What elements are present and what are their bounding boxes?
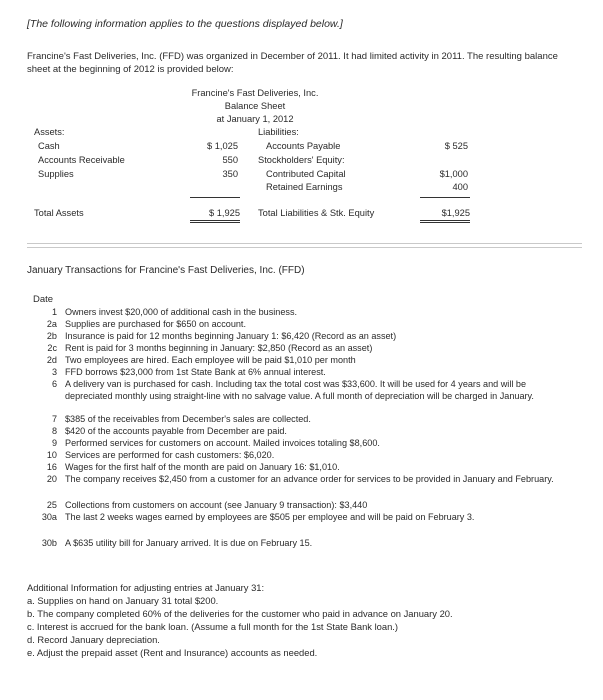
total-liab-label: Total Liabilities & Stk. Equity (258, 208, 375, 218)
cc-label: Contributed Capital (266, 169, 346, 179)
date-header: Date (33, 294, 54, 305)
ap-label: Accounts Payable (266, 141, 341, 151)
additional-item: a. Supplies on hand on January 31 total $200. (27, 595, 219, 606)
additional-item: d. Record January depreciation. (27, 634, 160, 645)
ap-value: $ 525 (444, 141, 468, 151)
asset-label-supplies: Supplies (38, 169, 74, 179)
additional-item: e. Adjust the prepaid asset (Rent and Insurance) accounts as needed. (27, 647, 318, 658)
intro-note: [The following information applies to the questions displayed below.] (27, 18, 343, 30)
additional-item: b. The company completed 60% of the deliveries for the customer who paid in advance on January 20. (27, 608, 453, 619)
transactions-title: January Transactions for Francine's Fast Deliveries, Inc. (FFD) (27, 265, 305, 276)
asset-label-ar: Accounts Receivable (38, 155, 125, 165)
asset-value-ar: 550 (222, 155, 238, 165)
total-assets-label: Total Assets (34, 208, 84, 218)
assets-header: Assets: (34, 127, 65, 137)
additional-item: c. Interest is accrued for the bank loan. (Assume a full month for the 1st State Bank loan.) (27, 621, 399, 632)
asset-label-cash: Cash (38, 141, 60, 151)
re-label: Retained Earnings (266, 182, 343, 192)
bs-company: Francine's Fast Deliveries, Inc. (191, 88, 319, 98)
total-assets-value: $ 1,925 (190, 208, 240, 223)
section-divider (27, 243, 582, 248)
asset-value-supplies: 350 (222, 169, 238, 179)
re-value: 400 (452, 182, 468, 192)
bs-title: Balance Sheet (224, 101, 286, 111)
cc-value: $1,000 (439, 169, 468, 179)
asset-value-cash: $ 1,025 (206, 141, 238, 151)
liabilities-header: Liabilities: (258, 127, 299, 137)
additional-title: Additional Information for adjusting entries at January 31: (27, 582, 265, 593)
bs-date: at January 1, 2012 (216, 114, 294, 124)
total-liab-value: $1,925 (420, 208, 470, 223)
equity-header: Stockholders' Equity: (258, 155, 345, 165)
intro-paragraph: Francine's Fast Deliveries, Inc. (FFD) was organized in December of 2011. It had limited activity in 2011. The resulting balance sheet at the beginning of 2012 is provided below: (27, 51, 558, 75)
